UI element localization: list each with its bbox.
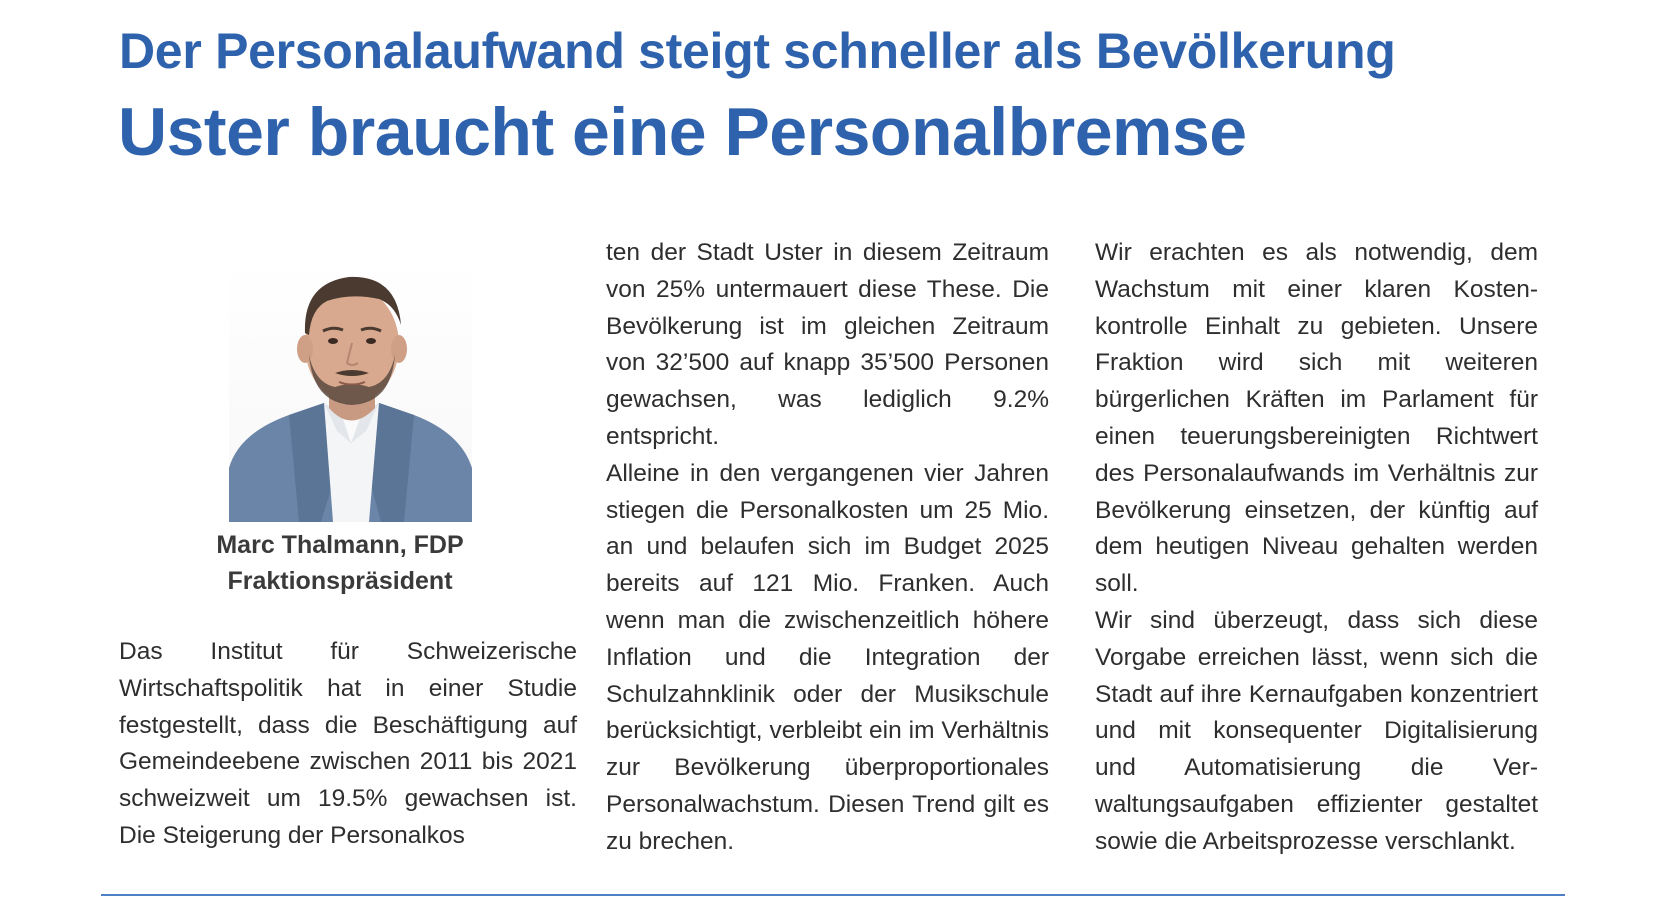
bottom-divider (101, 894, 1565, 896)
text-column-2 (606, 235, 1049, 861)
photo-caption (180, 527, 500, 599)
paragraph: Das Institut für Schweizerische Wirtschaftspolitik hat in einer Studie festgestellt, dass die Beschäftigung auf Gemeindeebene zwischen 2011 bis 2021 schweizweit um 19.5% gewachsen ist. Die Steigerung der Personalkos (119, 638, 577, 849)
paragraph: ten der Stadt Uster in diesem Zeitraum von 25% untermauert diese These. Die Bevölkerung ist im gleichen Zeitraum von 32’500 auf knapp 35’500 Personen gewachsen, was lediglich 9.2% entspricht. (606, 239, 1049, 450)
author-role: Fraktionspräsident (227, 567, 453, 595)
text-column-3 (1095, 235, 1538, 861)
article-kicker: Der Personalaufwand steigt schneller als Bevölkerung (119, 23, 1396, 79)
paragraph: Alleine in den vergangenen vier Jahren stiegen die Personalkosten um 25 Mio. an und belaufen sich im Budget 2025 bereits auf 121 Mio. Franken. Auch wenn man die zwischenzeitlich höhere Inflation und die Integration der Schulzahnklinik oder der Musikschule berücksichtigt, verbleibt ein im Verhältnis zur Bevölkerung überproportionales Personalwachstum. Diesen Trend gilt es zu brechen. (606, 459, 1049, 855)
text-column-1 (119, 634, 577, 855)
article-headline: Uster braucht eine Personalbremse (118, 94, 1247, 170)
paragraph: Wir sind überzeugt, dass sich diese Vorgabe erreichen lässt, wenn sich die Stadt auf ihre Kernaufgaben konzentriert und mit konsequenter Digitalisierung und Automatisierung die Verwaltungsaufgaben effizienter gestaltet sowie die Arbeitsprozesse verschlankt. (1095, 606, 1538, 855)
author-photo (229, 263, 472, 522)
author-portrait-illustration (229, 263, 472, 522)
paragraph: Wir erachten es als notwendig, dem Wachstum mit einer klaren Kostenkontrolle Einhalt zu gebieten. Unsere Fraktion wird sich mit weiteren bürgerlichen Kräften im Parlament für einen teuerungsbereinigten Richtwert des Personalaufwands im Verhältnis zur Bevölkerung einsetzen, der künftig auf dem heutigen Niveau gehalten werden soll. (1095, 239, 1538, 598)
author-name: Marc Thalmann, FDP (216, 531, 464, 559)
